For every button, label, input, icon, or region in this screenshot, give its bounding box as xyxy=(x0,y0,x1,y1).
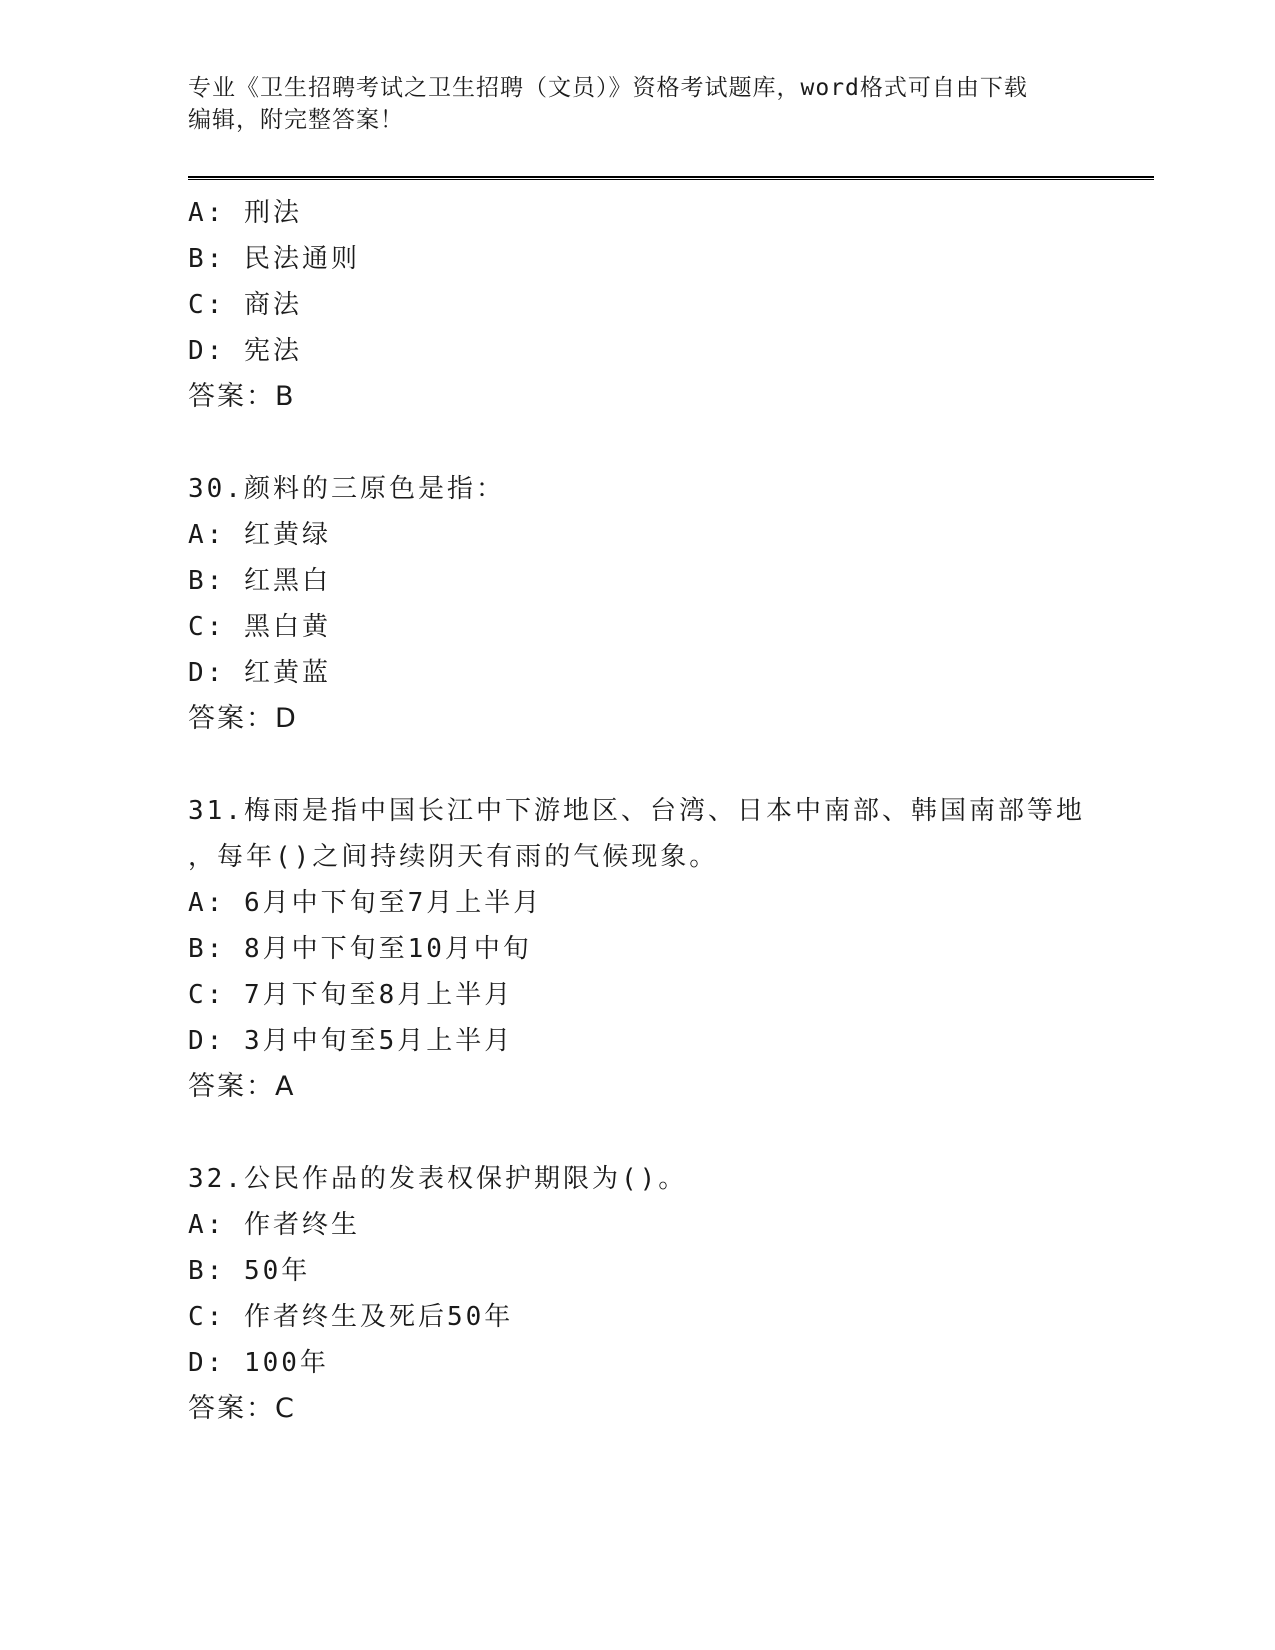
option-c xyxy=(188,1294,1148,1340)
option-key: C: xyxy=(188,980,226,1010)
answer-line: 答案：B xyxy=(188,381,296,412)
spacer xyxy=(188,1110,1148,1156)
question-block-32 xyxy=(188,1156,1148,1432)
option-text: 8月中下旬至10月中旬 xyxy=(243,934,532,964)
option-key: D: xyxy=(188,1026,226,1056)
option-text: 民法通则 xyxy=(243,244,360,274)
option-text: 红黄绿 xyxy=(243,520,331,550)
option-b xyxy=(188,236,1148,282)
option-text: 6月中下旬至7月上半月 xyxy=(243,888,543,918)
option-c xyxy=(188,282,1148,328)
option-key: A: xyxy=(188,1210,226,1240)
spacer xyxy=(188,742,1148,788)
option-text: 50年 xyxy=(243,1256,311,1286)
option-a xyxy=(188,512,1148,558)
option-text: 刑法 xyxy=(243,198,302,228)
spacer xyxy=(188,420,1148,466)
header-divider xyxy=(188,176,1154,180)
option-text: 宪法 xyxy=(243,336,302,366)
option-text: 作者终生及死后50年 xyxy=(243,1302,514,1332)
option-text: 3月中旬至5月上半月 xyxy=(243,1026,514,1056)
option-text: 100年 xyxy=(243,1348,329,1378)
option-key: A: xyxy=(188,888,226,918)
question-block-continued xyxy=(188,190,1148,420)
option-key: A: xyxy=(188,520,226,550)
option-c xyxy=(188,972,1148,1018)
option-text: 红黄蓝 xyxy=(243,658,331,688)
question-block-31 xyxy=(188,788,1148,1110)
option-d xyxy=(188,1018,1148,1064)
option-text: 7月下旬至8月上半月 xyxy=(243,980,514,1010)
option-text: 红黑白 xyxy=(243,566,331,596)
option-key: B: xyxy=(188,1256,226,1286)
answer-line: 答案：D xyxy=(188,703,298,734)
option-b xyxy=(188,926,1148,972)
option-key: C: xyxy=(188,290,226,320)
option-key: C: xyxy=(188,1302,226,1332)
option-b xyxy=(188,558,1148,604)
header-line-1: 专业《卫生招聘考试之卫生招聘（文员）》资格考试题库，word格式可自由下载 xyxy=(188,75,1028,101)
option-c xyxy=(188,604,1148,650)
option-a xyxy=(188,190,1148,236)
option-key: D: xyxy=(188,658,226,688)
answer-line: 答案：C xyxy=(188,1393,296,1424)
document-header xyxy=(188,72,1088,136)
option-b xyxy=(188,1248,1148,1294)
option-text: 商法 xyxy=(243,290,302,320)
option-text: 作者终生 xyxy=(243,1210,360,1240)
option-key: B: xyxy=(188,244,226,274)
header-line-2: 编辑，附完整答案！ xyxy=(188,107,404,133)
answer-line: 答案：A xyxy=(188,1071,296,1102)
question-block-30 xyxy=(188,466,1148,742)
question-stem: 31.梅雨是指中国长江中下游地区、台湾、日本中南部、韩国南部等地 xyxy=(188,796,1085,826)
option-key: A: xyxy=(188,198,226,228)
option-key: C: xyxy=(188,612,226,642)
option-text: 黑白黄 xyxy=(243,612,331,642)
question-list xyxy=(188,190,1148,1432)
question-stem: 32.公民作品的发表权保护期限为()。 xyxy=(188,1164,688,1194)
option-key: D: xyxy=(188,1348,226,1378)
option-d xyxy=(188,1340,1148,1386)
question-stem-continued: ，每年()之间持续阴天有雨的气候现象。 xyxy=(188,842,719,872)
option-key: B: xyxy=(188,934,226,964)
option-key: D: xyxy=(188,336,226,366)
option-d xyxy=(188,328,1148,374)
option-a xyxy=(188,1202,1148,1248)
question-stem: 30.颜料的三原色是指： xyxy=(188,474,505,504)
option-d xyxy=(188,650,1148,696)
option-a xyxy=(188,880,1148,926)
option-key: B: xyxy=(188,566,226,596)
